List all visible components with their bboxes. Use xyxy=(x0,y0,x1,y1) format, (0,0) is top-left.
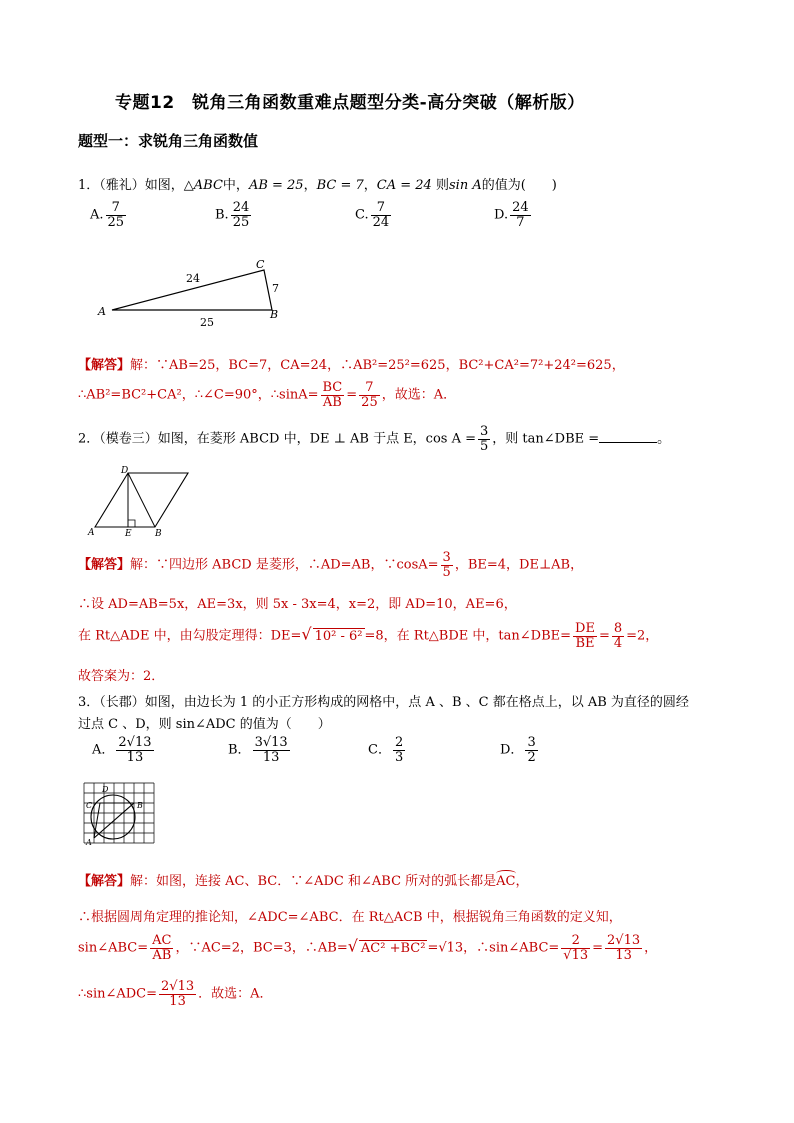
q3-answer-line3: sin∠ABC= $\frac{AC}{AB}$ ，∵AC=2，BC=3，∴AB=√ AC² +BC² =√13，∴sin∠ABC= $\frac{2}{√13}$ = $\frac{2√13}{13}$ ， xyxy=(78,933,658,963)
fig1-label-c: C xyxy=(256,258,265,271)
q2-answer-line2: ∴设 AD=AB=5x，AE=3x，则 5x - 3x=4，x=2，即 AD=10，AE=6， xyxy=(78,597,517,612)
q3-option-c: C． $\frac{2}{3}$ xyxy=(368,735,404,765)
q3-grid-figure xyxy=(80,779,160,849)
q1-option-b: B. $\frac{24}{25}$ xyxy=(215,200,250,230)
q1-answer-line2: ∴AB²=BC²+CA²，∴∠C=90°，∴sinA= $\frac{BC}{AB}$ = $\frac{7}{25}$ ，故选：A． xyxy=(78,380,457,410)
fig2-label-b: B xyxy=(155,529,162,539)
q3-stem-line2: 过点 C 、D，则 sin∠ADC 的值为（ ） xyxy=(78,717,331,732)
fig3-label-c: C xyxy=(86,801,93,810)
q1-option-c: C. $\frac{7}{24}$ xyxy=(355,200,390,230)
q1-stem: 1．（雅礼）如图，△ABC中，AB = 25，BC = 7，CA = 24 则sin A的值为( ) xyxy=(78,178,557,193)
q1-option-d: D. $\frac{24}{7}$ xyxy=(494,200,529,230)
fig1-len-ab: 25 xyxy=(200,316,214,329)
fig2-label-a: A xyxy=(88,528,95,538)
q2-answer-line4: 故答案为：2． xyxy=(78,669,165,684)
q1-option-a: A. $\frac{7}{25}$ xyxy=(90,200,125,230)
page-title: 专题12 锐角三角函数重难点题型分类-高分突破（解析版） xyxy=(115,93,585,113)
q2-rhombus-figure xyxy=(85,465,205,540)
q1-triangle-figure xyxy=(90,255,290,335)
q3-answer-line2: ∴根据圆周角定理的推论知，∠ADC=∠ABC．在 Rt△ACB 中，根据锐角三角函数的定义知， xyxy=(78,910,622,925)
q3-option-a: A． $\frac{2√13}{13}$ xyxy=(92,735,152,765)
fig3-label-a: A xyxy=(86,838,92,847)
fig1-label-b: B xyxy=(270,308,279,321)
section-heading: 题型一：求锐角三角函数值 xyxy=(78,132,259,150)
q3-answer-line4: ∴sin∠ADC= $\frac{2√13}{13}$ ．故选：A． xyxy=(78,979,273,1009)
fig1-len-ac: 24 xyxy=(186,272,200,285)
q3-option-b: B． $\frac{3√13}{13}$ xyxy=(228,735,288,765)
q2-answer-line1: 【解答】解：∵四边形 ABCD 是菱形，∴AD=AB，∵cosA= $\frac{3}{5}$ ，BE=4，DE⊥AB， xyxy=(78,550,584,580)
q2-answer-line3: 在 Rt△ADE 中，由勾股定理得：DE=√ 10² - 6² =8，在 Rt△BDE 中，tan∠DBE= $\frac{DE}{BE}$ = $\frac{8}{4}$ =2， xyxy=(78,621,659,651)
fig2-label-d: D xyxy=(121,466,129,476)
q2-stem: 2．（模卷三）如图，在菱形 ABCD 中，DE ⊥ AB 于点 E，cos A = $\frac{3}{5}$ ，则 tan∠DBE = 。 xyxy=(78,424,671,454)
fig3-label-d: D xyxy=(102,785,109,794)
fig3-label-b: B xyxy=(137,801,143,810)
q3-option-d: D． $\frac{3}{2}$ xyxy=(500,735,536,765)
q3-stem-line1: 3．（长郡）如图，由边长为 1 的小正方形构成的网格中，点 A 、B 、C 都在格点上，以 AB 为直径的圆经 xyxy=(78,695,689,710)
q3-answer-line1: 【解答】解：如图，连接 AC、BC．∵∠ADC 和∠ABC 所对的弧长都是 AC， xyxy=(78,870,529,889)
fig2-label-e: E xyxy=(125,529,132,539)
fig1-label-a: A xyxy=(98,305,106,318)
q2-answer-blank[interactable] xyxy=(599,442,657,443)
fig1-len-cb: 7 xyxy=(272,282,279,295)
q1-answer-line1: 【解答】解：∵AB=25，BC=7，CA=24，∴AB²=25²=625，BC²+CA²=7²+24²=625， xyxy=(78,358,625,373)
